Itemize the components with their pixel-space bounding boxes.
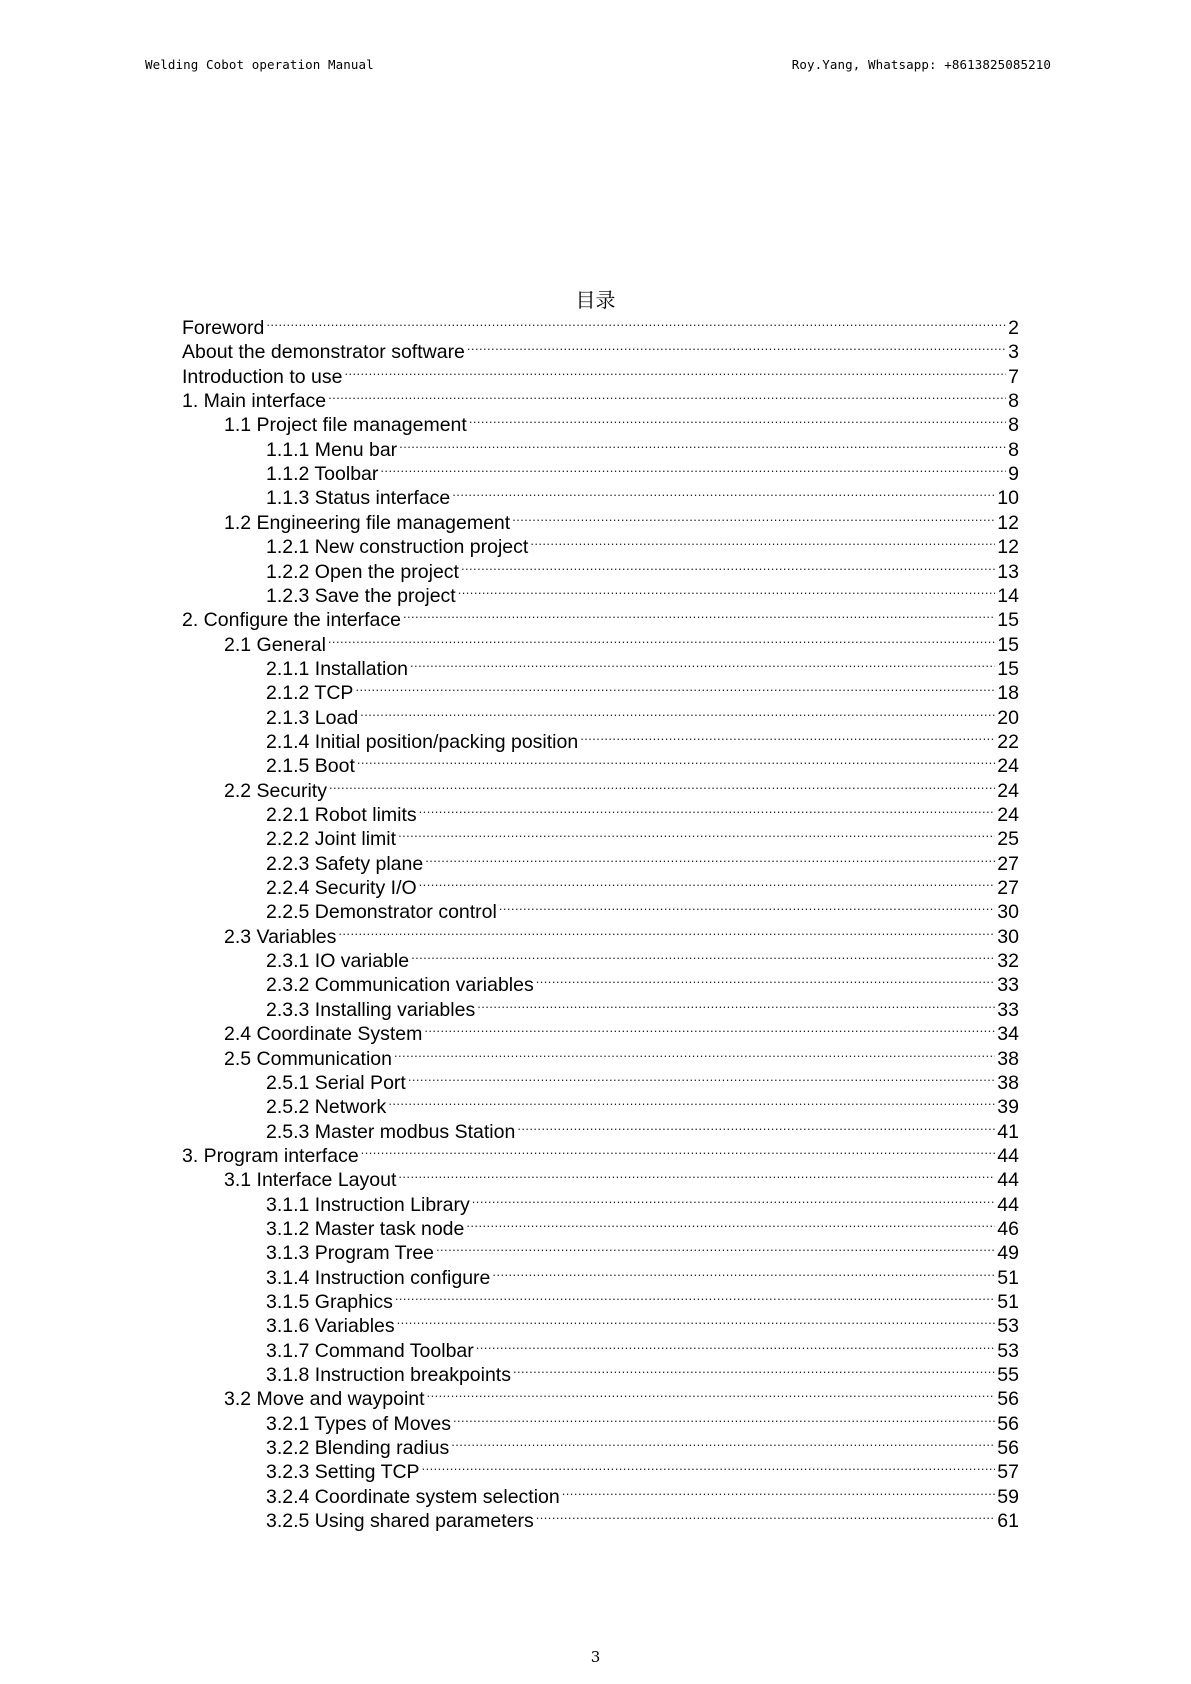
toc-entry[interactable]: [266, 554, 1019, 583]
toc-entry-title: 2.1.4 Initial position/packing position: [266, 730, 579, 753]
toc-entry-page: 20: [997, 706, 1019, 729]
toc-dot-leader: [512, 505, 995, 529]
toc-entry-title: 1.2 Engineering file management: [224, 511, 511, 534]
toc-dot-leader: [467, 334, 1006, 358]
toc-entry[interactable]: [266, 1406, 1019, 1435]
toc-entry[interactable]: [266, 1260, 1019, 1289]
toc-entry-title: 3.1 Interface Layout: [224, 1169, 397, 1192]
toc-dot-leader: [357, 748, 995, 772]
toc-entry-title: 2.3.3 Installing variables: [266, 998, 476, 1021]
toc-entry[interactable]: [266, 1479, 1019, 1508]
toc-dot-leader: [530, 529, 995, 553]
toc-entry-title: Foreword: [182, 317, 265, 339]
toc-entry-page: 8: [1008, 438, 1019, 461]
toc-entry-page: 24: [997, 804, 1019, 826]
toc-entry-page: 8: [1008, 390, 1019, 413]
toc-entry[interactable]: [266, 651, 1019, 680]
toc-entry[interactable]: [266, 943, 1019, 973]
toc-entry-title: 3.2.2 Blending radius: [266, 1437, 450, 1460]
toc-entry-title: Introduction to use: [182, 365, 343, 388]
toc-entry-page: 27: [997, 852, 1019, 875]
toc-dot-leader: [361, 1138, 996, 1162]
toc-entry-title: 2.3.2 Communication variables: [266, 974, 534, 997]
toc-dot-leader: [266, 310, 1006, 334]
toc-entry[interactable]: [224, 1381, 1019, 1411]
toc-entry-title: 3.1.3 Program Tree: [266, 1242, 434, 1265]
toc-dot-leader: [360, 700, 995, 724]
toc-entry-title: 3.1.8 Instruction breakpoints: [266, 1364, 511, 1387]
toc-dot-leader: [403, 602, 995, 626]
toc-dot-leader: [492, 1260, 995, 1284]
toc-entry-title: 2.2.5 Demonstrator control: [266, 901, 497, 924]
toc-entry-title: About the demonstrator software: [182, 341, 465, 364]
toc-entry-page: 14: [997, 584, 1019, 607]
toc-dot-leader: [388, 1089, 995, 1113]
toc-entry-title: 2. Configure the interface: [182, 609, 401, 632]
toc-entry-title: 1.1.2 Toolbar: [266, 463, 379, 486]
toc-dot-leader: [397, 1308, 996, 1332]
toc-dot-leader: [452, 480, 995, 504]
toc-dot-leader: [469, 407, 1006, 431]
toc-dot-leader: [394, 1041, 995, 1065]
toc-entry[interactable]: [266, 1114, 1019, 1143]
toc-entry-title: 3.2.1 Types of Moves: [266, 1412, 451, 1435]
toc-entry[interactable]: [266, 1089, 1019, 1119]
toc-entry[interactable]: [266, 748, 1019, 778]
toc-entry-page: 57: [997, 1461, 1019, 1484]
toc-dot-leader: [398, 1162, 995, 1186]
toc-entry-title: 2.2.2 Joint limit: [266, 828, 397, 851]
toc-entry[interactable]: [266, 1430, 1019, 1460]
toc-entry[interactable]: [266, 1235, 1019, 1265]
toc-entry-page: 27: [997, 877, 1019, 900]
toc-entry-page: 44: [997, 1144, 1019, 1167]
toc-entry-title: 2.2.1 Robot limits: [266, 804, 417, 826]
toc-dot-leader: [424, 1016, 995, 1040]
toc-dot-leader: [395, 1284, 995, 1308]
toc-entry[interactable]: [266, 1454, 1019, 1484]
toc-entry-title: 2.2.4 Security I/O: [266, 877, 417, 900]
toc-entry-page: 55: [997, 1364, 1019, 1387]
toc-dot-leader: [408, 1065, 995, 1089]
toc-entry-title: 3.2.5 Using shared parameters: [266, 1510, 534, 1533]
toc-entry[interactable]: [266, 432, 1019, 461]
toc-entry-title: 2.5 Communication: [224, 1047, 392, 1070]
toc-dot-leader: [419, 870, 996, 894]
toc-entry-title: 2.2 Security: [224, 779, 327, 802]
toc-dot-leader: [427, 1381, 996, 1405]
toc-entry-title: 3.1.4 Instruction configure: [266, 1266, 491, 1289]
toc-entry-page: 24: [997, 779, 1019, 802]
toc-entry-page: 59: [997, 1485, 1019, 1508]
toc-entry[interactable]: [266, 894, 1019, 924]
toc-entry[interactable]: [266, 1357, 1019, 1387]
toc-entry-title: 3.2.3 Setting TCP: [266, 1461, 420, 1484]
toc-dot-leader: [329, 773, 995, 797]
toc-dot-leader: [476, 1333, 996, 1357]
toc-dot-leader: [344, 359, 1006, 383]
toc-entry-title: 2.3.1 IO variable: [266, 950, 410, 973]
toc-heading: 目录: [575, 288, 616, 312]
toc-entry-page: 56: [997, 1388, 1019, 1411]
toc-entry[interactable]: [266, 846, 1019, 875]
toc-entry[interactable]: [266, 456, 1019, 486]
toc-dot-leader: [453, 1406, 995, 1430]
toc-entry-page: 3: [1008, 341, 1019, 364]
toc-entry[interactable]: [266, 1187, 1019, 1216]
toc-entry-title: 3. Program interface: [182, 1144, 359, 1167]
toc-entry-page: 53: [997, 1315, 1019, 1338]
toc-dot-leader: [355, 675, 995, 699]
toc-entry-page: 12: [997, 511, 1019, 534]
toc-dot-leader: [466, 1211, 995, 1235]
toc-dot-leader: [410, 651, 995, 675]
toc-entry[interactable]: [266, 480, 1019, 510]
toc-entry-page: 18: [997, 682, 1019, 705]
toc-entry-title: 1.1.3 Status interface: [266, 487, 451, 510]
toc-entry[interactable]: [266, 1308, 1019, 1338]
toc-entry-page: 25: [997, 828, 1019, 851]
toc-entry[interactable]: [182, 602, 1019, 632]
toc-entry-page: 7: [1008, 365, 1019, 388]
toc-entry-title: 1. Main interface: [182, 390, 327, 413]
toc-entry-title: 1.2.3 Save the project: [266, 584, 456, 607]
toc-dot-leader: [451, 1430, 995, 1454]
toc-entry[interactable]: [266, 1211, 1019, 1240]
toc-entry-title: 1.2.1 New construction project: [266, 536, 529, 559]
toc-entry[interactable]: [266, 578, 1019, 607]
toc-entry-title: 2.5.1 Serial Port: [266, 1071, 406, 1094]
toc-dot-leader: [411, 943, 995, 967]
toc-entry-page: 46: [997, 1217, 1019, 1240]
toc-entry-page: 15: [997, 657, 1019, 680]
toc-entry[interactable]: [224, 1041, 1019, 1070]
toc-dot-leader: [399, 432, 1006, 456]
toc-entry-title: 1.2.2 Open the project: [266, 560, 459, 583]
toc-entry-title: 2.5.2 Network: [266, 1096, 387, 1119]
toc-entry[interactable]: [224, 627, 1019, 656]
toc-dot-leader: [422, 1454, 996, 1478]
toc-entry[interactable]: [224, 919, 1019, 948]
toc-entry-title: 2.1.5 Boot: [266, 755, 355, 778]
toc-entry[interactable]: [224, 773, 1019, 802]
toc-entry-page: 12: [997, 536, 1019, 559]
toc-dot-leader: [380, 456, 1006, 480]
toc-dot-leader: [562, 1479, 996, 1503]
toc-entry[interactable]: [266, 675, 1019, 705]
toc-entry[interactable]: [224, 505, 1019, 534]
toc-entry-page: 30: [997, 925, 1019, 948]
toc-entry-page: 33: [997, 974, 1019, 997]
toc-entry-title: 1.1.1 Menu bar: [266, 438, 398, 461]
toc-entry-title: 2.5.3 Master modbus Station: [266, 1120, 516, 1143]
toc-entry-page: 22: [997, 730, 1019, 753]
toc-entry-title: 3.1.5 Graphics: [266, 1291, 393, 1313]
toc-entry-title: 3.2.4 Coordinate system selection: [266, 1485, 560, 1508]
toc-dot-leader: [536, 967, 996, 991]
toc-entry-page: 61: [997, 1510, 1019, 1533]
toc-entry[interactable]: [224, 407, 1019, 437]
toc-entry[interactable]: [182, 334, 1019, 364]
header-contact: Roy.Yang, Whatsapp: +8613825085210: [791, 57, 1051, 72]
toc-entry-page: 49: [997, 1242, 1019, 1265]
toc-dot-leader: [499, 894, 995, 918]
toc-entry-title: 2.2.3 Safety plane: [266, 852, 424, 875]
toc-entry-page: 56: [997, 1437, 1019, 1460]
toc-entry-title: 3.2 Move and waypoint: [224, 1388, 425, 1411]
toc-entry-page: 30: [997, 901, 1019, 924]
toc-dot-leader: [536, 1503, 996, 1527]
toc-entry-page: 33: [997, 998, 1019, 1021]
toc-dot-leader: [580, 724, 995, 748]
toc-entry[interactable]: [266, 724, 1019, 753]
toc-entry[interactable]: [266, 1284, 1019, 1313]
toc-dot-leader: [472, 1187, 996, 1211]
toc-entry-page: 8: [1008, 414, 1019, 437]
toc-dot-leader: [425, 846, 995, 870]
toc-entry[interactable]: [266, 1065, 1019, 1094]
toc-entry[interactable]: [266, 797, 1019, 826]
toc-dot-leader: [338, 919, 995, 943]
page-number: 3: [590, 1648, 601, 1666]
toc-dot-leader: [477, 992, 995, 1016]
toc-entry-title: 2.1.1 Installation: [266, 657, 409, 680]
toc-entry[interactable]: [266, 1503, 1019, 1533]
toc-entry[interactable]: [266, 1333, 1019, 1362]
toc-entry-title: 3.1.1 Instruction Library: [266, 1193, 470, 1216]
toc-entry-page: 15: [997, 609, 1019, 632]
toc-dot-leader: [517, 1114, 995, 1138]
toc-entry[interactable]: [266, 821, 1019, 851]
toc-entry-title: 2.1.2 TCP: [266, 682, 354, 705]
toc-entry-title: 2.3 Variables: [224, 925, 337, 948]
toc-dot-leader: [328, 383, 1006, 407]
toc-entry-page: 56: [997, 1412, 1019, 1435]
toc-entry[interactable]: [182, 310, 1019, 339]
toc-entry-title: 1.1 Project file management: [224, 414, 467, 437]
toc-entry[interactable]: [266, 870, 1019, 900]
toc-entry[interactable]: [182, 1138, 1019, 1167]
toc-entry-page: 38: [997, 1071, 1019, 1094]
toc-entry-page: 32: [997, 950, 1019, 973]
toc-dot-leader: [398, 821, 995, 845]
toc-entry-page: 24: [997, 755, 1019, 778]
toc-dot-leader: [328, 627, 995, 651]
toc-entry-page: 53: [997, 1339, 1019, 1362]
toc-entry-page: 2: [1008, 317, 1019, 339]
toc-dot-leader: [436, 1235, 995, 1259]
toc-entry[interactable]: [182, 383, 1019, 413]
toc-entry[interactable]: [266, 992, 1019, 1021]
header-manual-title: Welding Cobot operation Manual: [145, 57, 374, 72]
toc-entry-page: 44: [997, 1169, 1019, 1192]
toc-entry-title: 2.4 Coordinate System: [224, 1023, 423, 1046]
toc-entry-title: 2.1.3 Load: [266, 706, 359, 729]
toc-dot-leader: [513, 1357, 995, 1381]
toc-entry-page: 38: [997, 1047, 1019, 1070]
toc-entry-page: 15: [997, 633, 1019, 656]
toc-entry-title: 3.1.7 Command Toolbar: [266, 1339, 474, 1362]
toc-dot-leader: [458, 578, 996, 602]
toc-entry[interactable]: [224, 1162, 1019, 1192]
toc-entry-page: 10: [997, 487, 1019, 510]
toc-entry-page: 13: [997, 560, 1019, 583]
toc-entry-page: 34: [997, 1023, 1019, 1046]
toc-entry[interactable]: [182, 359, 1019, 388]
toc-dot-leader: [461, 554, 995, 578]
toc-entry-page: 9: [1008, 463, 1019, 486]
toc-entry-page: 39: [997, 1096, 1019, 1119]
toc-entry[interactable]: [266, 700, 1019, 729]
toc-entry-page: 41: [997, 1120, 1019, 1143]
toc-entry[interactable]: [224, 1016, 1019, 1046]
toc-entry-page: 44: [997, 1193, 1019, 1216]
toc-entry-title: 3.1.6 Variables: [266, 1315, 395, 1338]
toc-entry[interactable]: [266, 967, 1019, 997]
toc-entry[interactable]: [266, 529, 1019, 559]
toc-entry-title: 3.1.2 Master task node: [266, 1217, 465, 1240]
toc-entry-page: 51: [997, 1266, 1019, 1289]
toc-dot-leader: [419, 797, 996, 821]
toc-entry-page: 51: [997, 1291, 1019, 1313]
toc-entry-title: 2.1 General: [224, 633, 326, 656]
